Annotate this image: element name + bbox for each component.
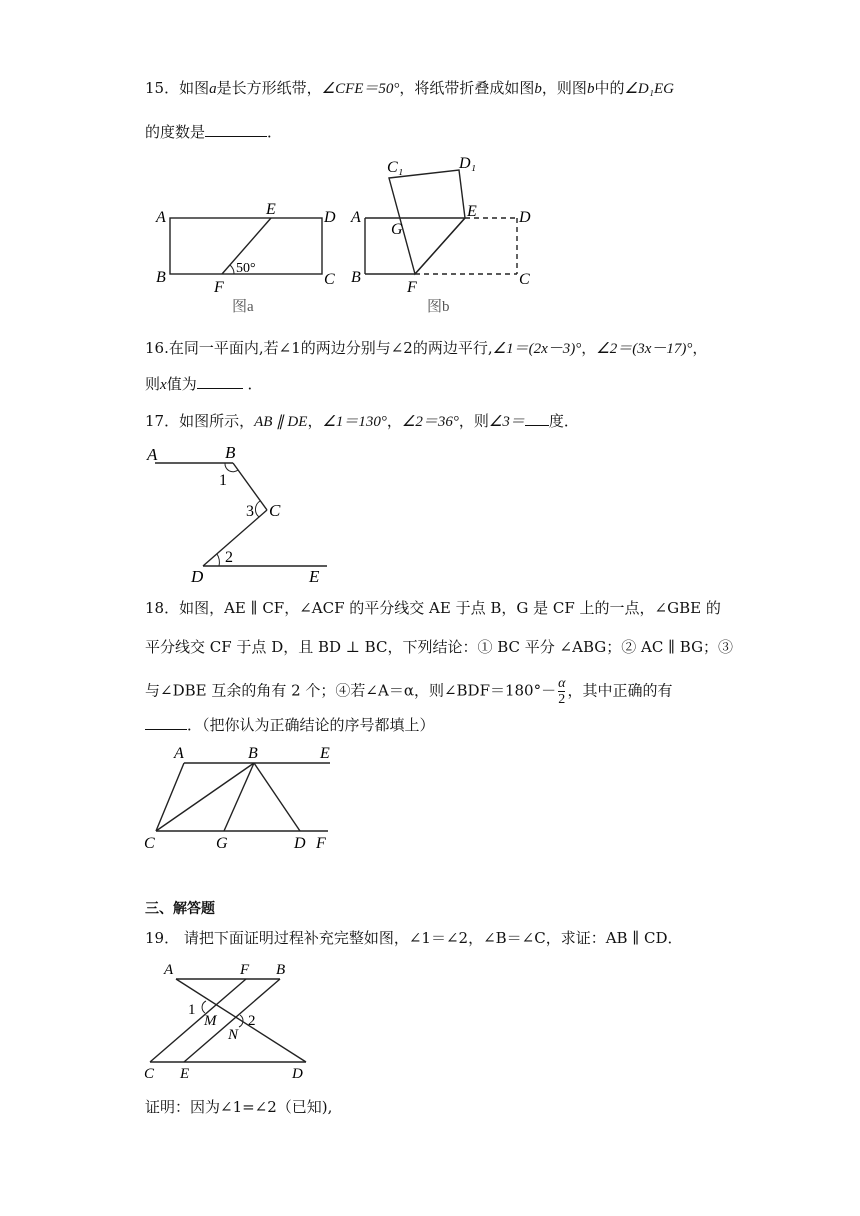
caption-a: 图a [232, 299, 254, 315]
svg-text:50°: 50° [236, 261, 256, 276]
svg-text:M: M [204, 1013, 217, 1029]
svg-text:F: F [240, 962, 250, 978]
svg-text:D: D [519, 209, 531, 226]
q17-line1: 17．如图所示，AB ∥ DE，∠1＝130°，∠2＝36°，则∠3＝ 度． [145, 412, 579, 430]
q19-proof-line1: 证明：因为∠1=∠2（已知), [145, 1098, 333, 1116]
svg-text:D: D [324, 209, 336, 226]
q18-line3: 与∠DBE 互余的角有 2 个；④若∠A＝α，则∠BDF＝180°－ $\frac{\alpha}{2}$ ，其中正确的有 [145, 676, 673, 707]
svg-text:1: 1 [219, 472, 227, 489]
svg-text:C: C [519, 271, 530, 288]
svg-text:E: E [309, 567, 320, 586]
svg-text:F: F [407, 279, 417, 296]
svg-text:C: C [144, 835, 155, 852]
svg-text:E: E [467, 203, 477, 220]
svg-text:C: C [269, 501, 281, 520]
svg-text:G: G [391, 221, 403, 238]
q18-line1: 18．如图，AE ∥ CF，∠ACF 的平分线交 AE 于点 B，G 是 CF 上的一点，∠GBE 的 [145, 599, 721, 617]
answer-blank[interactable] [197, 374, 243, 389]
svg-text:A: A [164, 962, 174, 978]
q15-angle: ∠CFE＝50° [321, 81, 400, 97]
section-heading: 三、解答题 [145, 901, 215, 917]
svg-text:N: N [228, 1027, 239, 1043]
q15-figure-b [345, 152, 545, 320]
q15-line2: 的度数是 ． [145, 123, 283, 141]
q15-number: 15． [145, 79, 180, 97]
q18-figure [140, 742, 340, 854]
q16-line2: 则x值为 ． [145, 375, 263, 393]
answer-blank[interactable] [525, 411, 549, 426]
svg-text:G: G [216, 835, 228, 852]
svg-text:C: C [144, 1066, 155, 1080]
svg-text:B: B [248, 745, 258, 762]
svg-text:B: B [276, 962, 286, 978]
svg-text:A: A [351, 209, 361, 226]
q17-figure [145, 440, 345, 586]
svg-text:D: D [294, 835, 306, 852]
svg-text:F: F [214, 279, 224, 296]
caption-b: 图b [427, 299, 450, 315]
svg-text:C₁: C₁ [387, 159, 404, 176]
svg-text:B: B [156, 269, 166, 286]
svg-text:A: A [156, 209, 166, 226]
svg-text:E: E [320, 745, 330, 762]
q19-figure [140, 958, 320, 1080]
fraction-alpha-over-2: $\frac{\alpha}{2}$ [558, 676, 566, 707]
svg-text:C: C [324, 271, 335, 288]
svg-text:3: 3 [246, 503, 254, 520]
q15-line1: 15．如图a是长方形纸带，∠CFE＝50°，将纸带折叠成如图b，则图b中的∠D₁EG [145, 79, 674, 97]
svg-text:F: F [316, 835, 326, 852]
svg-text:A: A [174, 745, 184, 762]
svg-text:2: 2 [248, 1013, 256, 1029]
answer-blank[interactable] [145, 715, 187, 730]
svg-text:B: B [225, 443, 236, 462]
svg-text:D₁: D₁ [459, 155, 477, 172]
q15-figure-a [150, 196, 350, 320]
q18-line2: 平分线交 CF 于点 D，且 BD ⊥ BC，下列结论：① BC 平分 ∠ABG；② AC ∥ BG；③ [145, 638, 734, 656]
svg-text:E: E [180, 1066, 190, 1080]
svg-text:1: 1 [188, 1002, 196, 1018]
answer-blank[interactable] [205, 122, 267, 137]
svg-text:E: E [266, 201, 276, 218]
svg-text:2: 2 [225, 549, 233, 566]
svg-text:D: D [292, 1066, 303, 1080]
svg-text:D: D [191, 567, 204, 586]
q18-line4: ．（把你认为正确结论的序号都填上） [145, 715, 435, 735]
q16-line1: 16.在同一平面内,若∠1的两边分别与∠2的两边平行,∠1＝(2x－3)°，∠2＝(3x－17)°， [145, 339, 708, 357]
q19-line1: 19． 请把下面证明过程补充完整如图，∠1＝∠2，∠B＝∠C，求证：AB ∥ CD． [145, 929, 683, 947]
svg-text:A: A [147, 445, 158, 464]
svg-text:B: B [351, 269, 361, 286]
